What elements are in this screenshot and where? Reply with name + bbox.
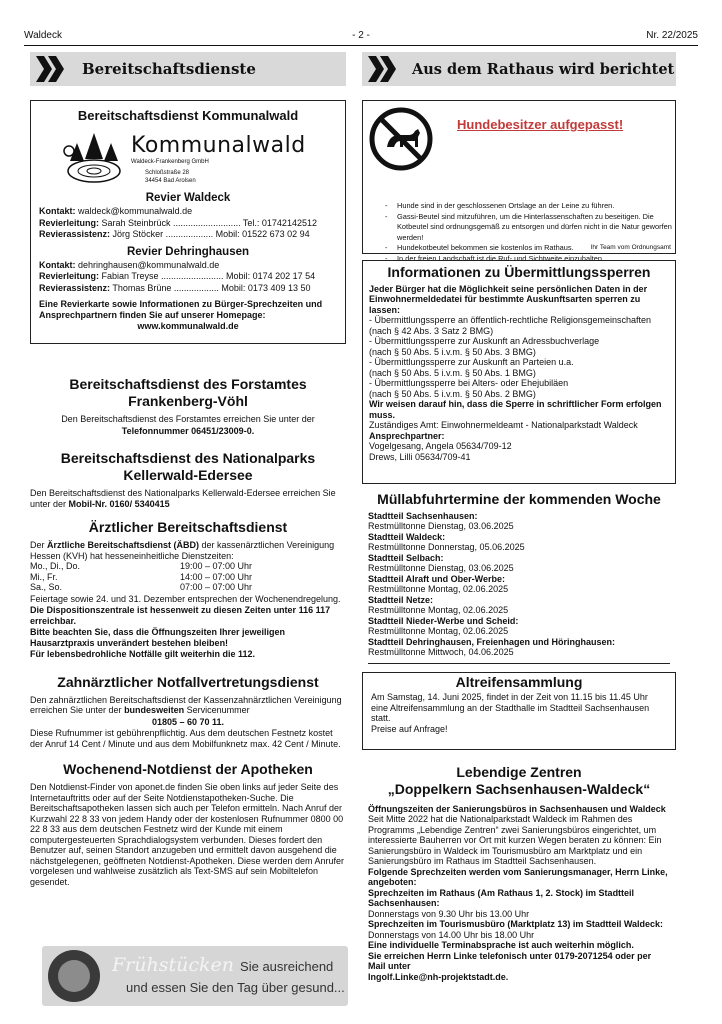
muell-date: Restmülltonne Dienstag, 03.06.2025: [368, 563, 514, 573]
hausarzt-line: [30, 627, 346, 648]
muell-area: Stadtteil Waldeck:: [368, 531, 446, 542]
forstamt-section: [30, 376, 346, 436]
aerztlich-title: Ärztlicher Bereitschaftsdienst: [88, 519, 288, 535]
dispo-line: [30, 605, 346, 626]
intro-pre: Der: [30, 540, 48, 550]
forstamt-phone-line: [30, 426, 346, 437]
dienstzeit-days: Sa., So.: [30, 582, 63, 592]
banner-line-2: und essen Sie den Tag über gesund...: [126, 980, 345, 995]
sperren-intro: Jeder Bürger hat die Möglichkeit seine persönlichen Daten in der Einwohnermeldedatei für bestimmte Auskunftsarten sperren zu lassen:: [369, 283, 648, 315]
kommunalwald-note: Eine Revierkarte sowie Informationen zu Bürger-Sprechzeiten und Ansprechpartnern finden Sie auf unserer Homepage:: [39, 299, 323, 320]
hunde-title: Hundebesitzer aufgepasst!: [457, 117, 624, 132]
zentren-lead-line: [368, 804, 670, 815]
header-town: Waldeck: [24, 30, 62, 41]
zahn-text-bold: bundesweiten: [124, 705, 185, 715]
section-header-bereitschaft: [30, 52, 346, 86]
page-header: [24, 30, 698, 46]
zahn-phone-line: [30, 717, 346, 728]
row-value: Thomas Brüne .................. Mobil: 0173 409 13 50: [110, 282, 311, 293]
hausarzt-text: Bitte beachten Sie, dass die Öffnungszeiten Ihrer jeweiligen Hausarztpraxis unverändert bestehen bleiben!: [30, 627, 286, 648]
forstamt-title: Bereitschaftsdienst des Forstamtes Frankenberg-Vöhl: [69, 376, 307, 409]
muellabfuhr-section: [362, 491, 676, 664]
zentren-text: Seit Mitte 2022 hat die Nationalparkstadt Waldeck im Rahmen des Programms „Lebendige Zentren“ zwei Sanierungsbüros eingerichtet, um interessierte Bauherren vor Ort mit kurzen Wegen beraten zu können: Ein Sanierungsbüro in Waldeck im Tourismusbüro am Marktplatz und ein Sanierungsbüro im Rathaus im Stadtteil Sachsenhausen.: [368, 814, 662, 866]
zentren-t2: Donnerstags von 9.30 Uhr bis 13.00 Uhr: [368, 908, 530, 919]
zentren-b2: Sprechzeiten im Rathaus (Am Rathaus 1, 2. Stock) im Stadtteil Sachsenhausen:: [368, 887, 635, 908]
zentren-b4-line: [368, 940, 670, 951]
dienstzeit-hours: 14:00 – 07:00 Uhr: [180, 571, 253, 582]
sperren-list-item: - Übermittlungssperre zur Auskunft an Adressbuchverlage: [369, 336, 600, 346]
zentren-b3-line: [368, 919, 670, 930]
kommunalwald-url[interactable]: www.kommunalwald.de: [137, 321, 239, 331]
kommunalwald-brand-sub: Waldeck-Frankenberg GmbH: [131, 159, 209, 165]
zentren-email[interactable]: Ingolf.Linke@nh-projektstadt.de.: [368, 971, 509, 982]
row-label: Revierassistenz:: [39, 282, 111, 293]
muell-title: Müllabfuhrtermine der kommenden Woche: [377, 491, 661, 507]
row-value: Sarah Steinbrück ........................... Tel.: 01742142512: [99, 217, 317, 228]
row-value: Jörg Stöcker ................... Mobil: 01522 673 02 94: [110, 229, 310, 239]
altreifen-box: [362, 672, 676, 750]
breakfast-plate-icon: [48, 950, 100, 1002]
row-value: waldeck@kommunalwald.de: [75, 206, 193, 216]
nationalpark-title: Bereitschaftsdienst des Nationalparks Kellerwald-Edersee: [60, 450, 316, 483]
right-column: [362, 52, 676, 982]
dienstzeit-days: Mi., Fr.: [30, 571, 58, 582]
feiertage-text: Feiertage sowie 24. und 31. Dezember entsprechen der Wochenendregelung.: [30, 593, 341, 604]
nationalpark-section: [30, 450, 346, 509]
banner-line-1: [112, 954, 333, 976]
apotheken-section: [30, 761, 346, 887]
zentren-b5-line: [368, 951, 670, 972]
notfall-line: [30, 649, 346, 660]
sperren-amt: Zuständiges Amt: Einwohnermeldeamt - Nationalparkstadt Waldeck: [369, 420, 638, 430]
intro-bold: Ärztliche Bereitschaftsdienst (ÄBD): [47, 540, 200, 550]
revier-row: [39, 283, 337, 295]
zahn-phone: 01805 – 60 70 11.: [151, 716, 225, 727]
zentren-b1-line: [368, 867, 670, 888]
revier-row: [39, 260, 337, 272]
zahn-text-post: Servicenummer: [184, 705, 250, 715]
dienstzeit-days: Mo., Di., Do.: [30, 561, 81, 571]
sperren-list-item: (nach § 50 Abs. 5 i.v.m. § 50 Abs. 2 BMG): [369, 388, 536, 399]
apotheken-text: Den Notdienst-Finder von aponet.de finden Sie oben links auf jeder Seite des Internetauftritts oder auf der Seite Notdienstapotheken-Suche. Die Bereitschaftsapotheken lassen sich auch per Telefon ermitteln. Nach Anruf der Kurzwahl 22 8 33 von jedem Handy oder der kostenlosen Rufnummer 0800 00 22 8 33 aus dem deutschen Festnetz wird der Kunde mit einem computergesteuerten Sprachdialogsystem verbunden. Dieses fordert den Benutzer auf, seinen Standort anzugeben und ermittelt davon ausgehend die nächstgelegenen, geöffneten Notdienst-Apotheken. Diese werden dem Anrufer vorgelesen und wahlweise zusätzlich als Text-SMS auf sein Mobiltelefon gesendet.: [30, 782, 345, 887]
nationalpark-text: Den Bereitschaftsdienst des Nationalparks Kellerwald-Edersee erreichen Sie unter der: [30, 488, 336, 509]
section-title: Bereitschaftsdienste: [82, 60, 256, 78]
zentren-t3: Donnerstags von 14.00 Uhr bis 18.00 Uhr: [368, 929, 535, 940]
row-label: Revierleitung:: [39, 217, 100, 228]
fruehstueck-banner: [42, 946, 348, 1006]
sperren-title: Informationen zu Übermittlungssperren: [387, 264, 651, 280]
hunde-list-item: - Gassi-Beutel sind mitzuführen, um die Hinterlassenschaften zu beseitigen. Die Kotbeutel sind ordnungsgemäß zu entsorgen und dürfen nicht in die Natur geworfen werden!: [385, 212, 675, 244]
zahn-text2: Diese Rufnummer ist gebührenpflichtig. Aus dem deutschen Festnetz kostet der Anruf 14 Cent / Minute und aus dem Mobilfunknetz max. 42 Cent / Minute.: [30, 728, 341, 749]
address-line: Schloßstraße 28: [145, 170, 190, 176]
notfall-text: Für lebensbedrohliche Notfälle gilt weiterhin die 112.: [30, 649, 256, 659]
kommunalwald-logo: [39, 127, 337, 187]
hunde-list: [385, 201, 675, 264]
kommunalwald-address: [145, 169, 196, 185]
no-dog-fouling-icon: [369, 107, 433, 171]
sperren-list-item: (nach § 50 Abs. 5 i.v.m. § 50 Abs. 1 BMG): [369, 367, 536, 378]
muell-date: Restmülltonne Montag, 02.06.2025: [368, 626, 509, 636]
revier-waldeck-title: Revier Waldeck: [145, 192, 231, 204]
left-column: [30, 52, 346, 887]
muell-divider: [368, 663, 670, 664]
altreifen-text: Am Samstag, 14. Juni 2025, findet in der Zeit von 11.15 bis 11.45 Uhr eine Altreifensammlung an der Stadthalle im Stadtteil Sachsenhausen statt.: [371, 692, 650, 723]
tree-stump-logo-icon: [61, 129, 127, 185]
zentren-title-2: „Doppelkern Sachsenhausen-Waldeck“: [387, 780, 651, 797]
zentren-email-line[interactable]: [368, 972, 670, 983]
hunde-list-item: - In der freien Landschaft ist die Ruf- und Sichtweite einzuhalten.: [385, 254, 675, 265]
banner-text: Sie ausreichend: [240, 959, 334, 974]
header-issue: Nr. 22/2025: [646, 30, 698, 41]
sperren-list-item: - Übermittlungssperre bei Alters- oder Ehejubiläen: [369, 378, 569, 388]
zentren-b5: Sie erreichen Herrn Linke telefonisch unter 0179-2071254 oder per Mail unter: [368, 950, 652, 971]
forstamt-phone: Telefonnummer 06451/23009-0.: [121, 425, 255, 436]
sperren-ap2: Drews, Lilli 05634/709-41: [369, 451, 471, 462]
zentren-title: [368, 764, 670, 798]
muell-date: Restmülltonne Donnerstag, 05.06.2025: [368, 542, 525, 552]
sperren-list: [369, 315, 669, 399]
muell-date: Restmülltonne Mittwoch, 04.06.2025: [368, 647, 514, 657]
revier-row: [39, 271, 337, 283]
muell-area: Stadtteil Selbach:: [368, 552, 444, 563]
zentren-title-1: Lebendige Zentren: [456, 763, 582, 780]
muell-date: Restmülltonne Dienstag, 03.06.2025: [368, 521, 514, 531]
banner-script: Frühstücken: [112, 954, 234, 976]
header-rule: [24, 45, 698, 46]
row-label: Revierleitung:: [39, 271, 100, 281]
aerztlich-intro: [30, 540, 346, 561]
muell-area: Stadtteil Nieder-Werbe und Scheid:: [368, 615, 519, 626]
dienstzeit-hours: 19:00 – 07:00 Uhr: [180, 561, 253, 571]
zahn-section: [30, 674, 346, 750]
zentren-b3: Sprechzeiten im Tourismusbüro (Marktplatz 13) im Stadtteil Waldeck:: [368, 919, 664, 929]
sperren-ap-label: Ansprechpartner:: [369, 430, 445, 441]
zentren-lead: Öffnungszeiten der Sanierungsbüros in Sachsenhausen und Waldeck: [368, 803, 666, 814]
dienstzeiten-table: [30, 561, 346, 593]
row-value: Fabian Treyse ......................... Mobil: 0174 202 17 54: [99, 271, 316, 281]
muell-area: Stadtteil Netze:: [368, 594, 434, 605]
double-chevron-icon: [30, 52, 70, 86]
row-label: Kontakt:: [39, 206, 76, 216]
intro-post: der kassenärztlichen Vereinigung Hessen (KVH) hat hesseneinheitliche Dienstzeiten:: [30, 540, 335, 561]
zahn-title: Zahnärztlicher Notfallvertretungsdienst: [57, 673, 319, 690]
muell-list: [368, 511, 670, 658]
section-header-rathaus: [362, 52, 676, 86]
apotheken-title: Wochenend-Notdienst der Apotheken: [63, 761, 313, 777]
sperren-bold-line: [369, 399, 669, 420]
sperren-list-item: (nach § 50 Abs. 5 i.v.m. § 50 Abs. 3 BMG): [369, 346, 536, 357]
altreifen-cta: Preise auf Anfrage!: [371, 723, 448, 734]
muell-date: Restmülltonne Montag, 02.06.2025: [368, 605, 509, 615]
revier-row: [39, 218, 337, 230]
row-value: dehringhausen@kommunalwald.de: [75, 259, 220, 270]
section-title: Aus dem Rathaus wird berichtet: [412, 60, 675, 78]
revier-row: [39, 229, 337, 241]
double-chevron-icon: [362, 52, 402, 86]
row-label: Kontakt:: [39, 259, 76, 270]
hunde-list-item: - Hunde sind in der geschlossenen Ortslage an der Leine zu führen.: [385, 201, 675, 212]
sperren-bold: Wir weisen darauf hin, dass die Sperre in schriftlicher Form erfolgen muss.: [369, 399, 662, 420]
altreifen-title: Altreifensammlung: [455, 673, 583, 690]
kommunalwald-brand: Kommunalwald: [131, 133, 306, 158]
zahn-text: [30, 695, 346, 716]
zentren-section: [362, 764, 676, 983]
sperren-intro-line: [369, 284, 669, 316]
muell-date: Restmülltonne Montag, 02.06.2025: [368, 584, 509, 594]
uebermittlungssperren-box: [362, 260, 676, 484]
kommunalwald-heading: Bereitschaftsdienst Kommunalwald: [77, 108, 299, 123]
dienstzeit-hours: 07:00 – 07:00 Uhr: [180, 582, 253, 592]
sperren-list-item: (nach § 42 Abs. 3 Satz 2 BMG): [369, 325, 494, 336]
sperren-list-item: - Übermittlungssperre zur Auskunft an Parteien u.a.: [369, 357, 574, 367]
revier-dehringhausen-title: Revier Dehringhausen: [126, 245, 250, 258]
row-label: Revierassistenz:: [39, 229, 111, 239]
sperren-ap1: Vogelgesang, Angela 05634/709-12: [369, 441, 512, 451]
zentren-b2-line: [368, 888, 670, 909]
kommunalwald-box: [30, 100, 346, 344]
sperren-list-item: - Übermittlungssperre an öffentlich-rechtliche Religionsgemeinschaften: [369, 315, 651, 325]
hunde-list-item: - Hundekotbeutel bekommen sie kostenlos im Rathaus.: [385, 243, 675, 254]
header-page-number: - 2 -: [352, 30, 370, 41]
nationalpark-phone: Mobil-Nr. 0160/ 5340415: [68, 498, 170, 509]
address-line: 34454 Bad Arolsen: [145, 178, 196, 184]
zahn-text-pre: Den zahnärztlichen Bereitschaftsdienst der Kassenzahnärztlichen Vereinigung erreichen Sie unter der: [30, 694, 342, 715]
hunde-signature: Ihr Team vom Ordnungsamt: [590, 244, 671, 251]
zentren-b1: Folgende Sprechzeiten werden vom Sanierungsmanager, Herrn Linke, angeboten:: [368, 866, 668, 887]
muell-area: Stadtteil Dehringhausen, Freienhagen und Höringhausen:: [368, 636, 616, 647]
forstamt-text: Den Bereitschaftsdienst des Forstamtes erreichen Sie unter der: [61, 414, 315, 424]
hundebesitzer-box: [362, 100, 676, 263]
sperren-ap-line: [369, 431, 669, 442]
zentren-b4: Eine individuelle Terminabsprache ist auch weiterhin möglich.: [368, 940, 634, 950]
nationalpark-text-line: [30, 488, 346, 509]
dispo-text: Die Dispositionszentrale ist hessenweit zu diesen Zeiten unter 116 117 erreichbar.: [30, 605, 331, 626]
revier-row: [39, 206, 337, 218]
aerztlich-section: [30, 519, 346, 660]
muell-area: Stadtteil Sachsenhausen:: [368, 510, 478, 521]
muell-area: Stadtteil Alraft und Ober-Werbe:: [368, 573, 506, 584]
